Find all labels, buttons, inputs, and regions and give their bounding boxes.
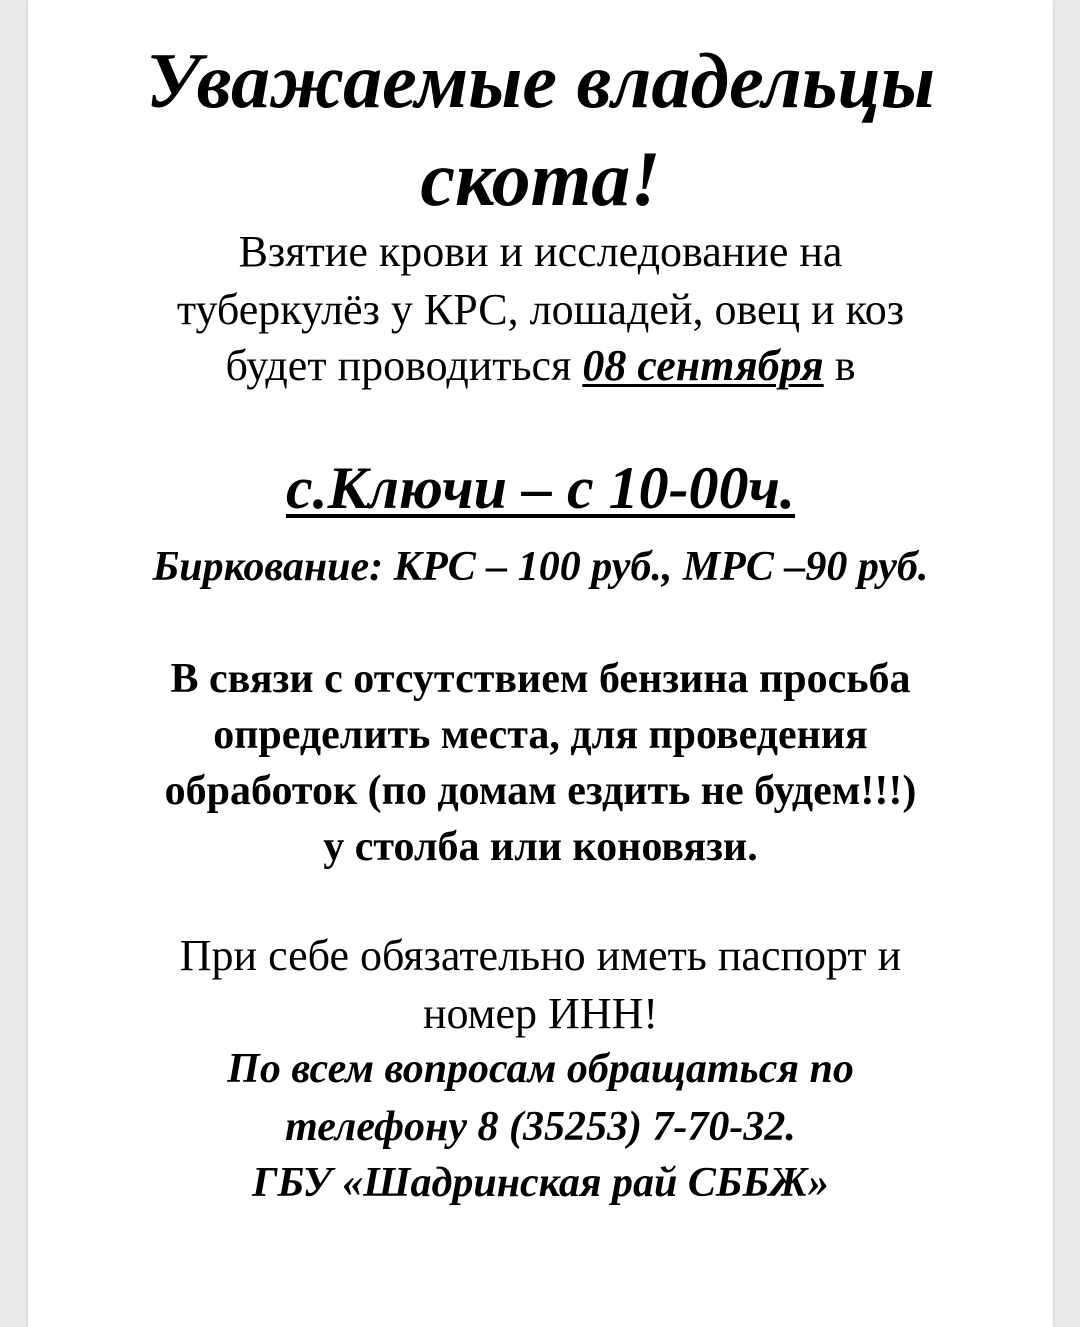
request-line4: у столба или коновязи. <box>323 824 758 870</box>
notice-title-line1: Уважаемые владельцы <box>146 37 935 124</box>
village-time <box>28 452 1053 524</box>
organization-name: ГБУ «Шадринская рай СББЖ» <box>252 1160 829 1206</box>
request-line1: В связи с отсутствием бензина просьба <box>170 656 911 702</box>
notice-page <box>28 0 1053 1327</box>
intro-line3-after: в <box>823 341 856 390</box>
request-line3: обработок (по домам ездить не будем!!!) <box>164 768 917 814</box>
intro-line3 <box>28 336 1053 396</box>
documents-line1: При себе обязательно иметь паспорт и <box>179 931 902 980</box>
event-date: 08 сентября <box>582 341 824 390</box>
intro-line2: туберкулёз у КРС, лошадей, овец и коз <box>176 285 905 334</box>
contact-phone: телефону 8 (35253) 7-70-32. <box>285 1104 796 1150</box>
notice-title-line2: скота! <box>420 135 661 222</box>
intro-line1: Взятие крови и исследование на <box>238 227 843 276</box>
intro-line3-before: будет проводиться <box>225 341 583 390</box>
request-line2: определить места, для проведения <box>213 712 868 758</box>
tagging-prices: Биркование: КРС – 100 руб., МРС –90 руб. <box>152 544 929 590</box>
documents-line2: номер ИНН! <box>422 989 659 1038</box>
contact-line1: По всем вопросам обращаться по <box>227 1046 854 1092</box>
village-time-text: с.Ключи – с 10-00ч. <box>285 455 796 521</box>
